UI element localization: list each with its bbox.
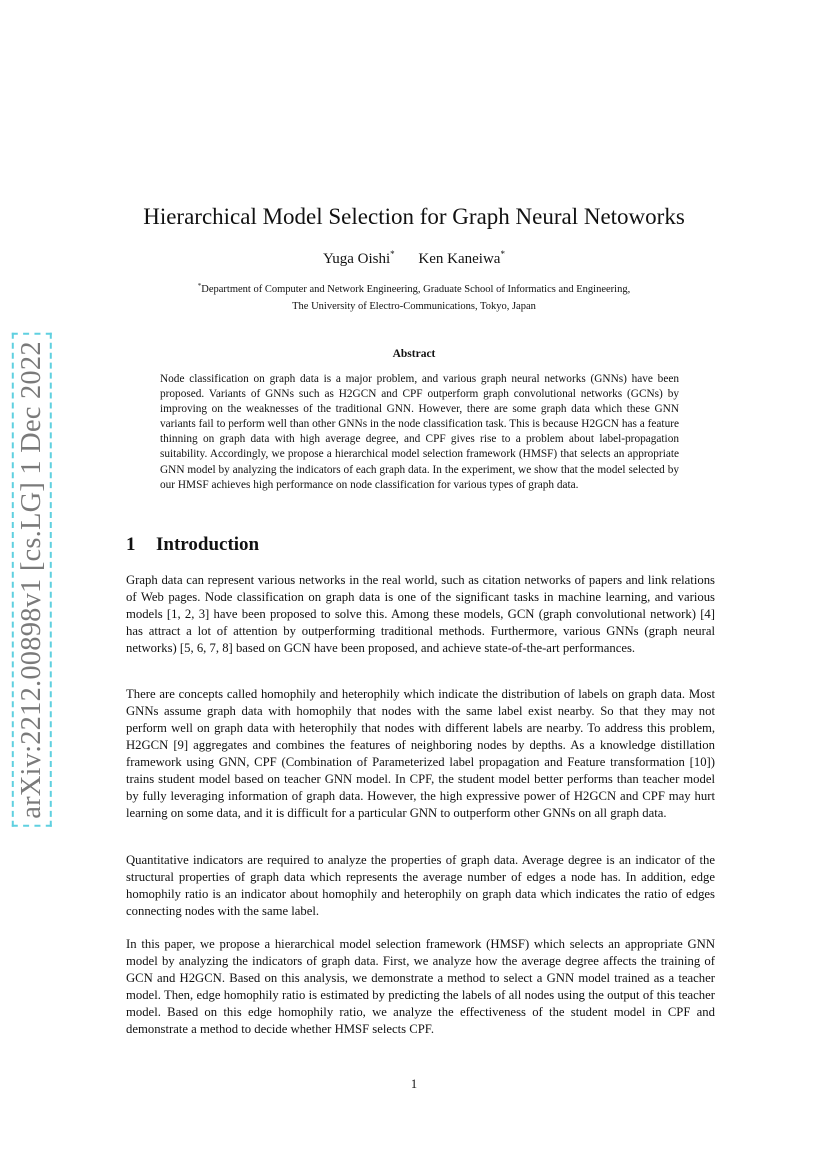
author-name: Ken Kaneiwa xyxy=(418,251,501,267)
abstract-heading: Abstract xyxy=(392,348,436,360)
paper-title: Hierarchical Model Selection for Graph Neural Netoworks xyxy=(143,204,685,229)
paragraph-1: Graph data can represent various networks in the real world, such as citation networks of papers and link relations of Web pages. Node classification on graph data is one of the significant tasks in machine learning, and various models [1, 2, 3] have been proposed to solve this. Among these models, GCN (graph convolutional network) [4] has attract a lot of attention by outperforming traditional methods. Furthermore, various GNNs (graph neural networks) [5, 6, 7, 8] based on GCN have been proposed, and achieve state-of-the-art performances. xyxy=(126,573,715,655)
abstract-body: Node classification on graph data is a major problem, and various graph neural networks (GNNs) have been proposed. Variants of GNNs such as H2GCN and CPF outperform graph convolutional networks (GCNs) by improving on the weaknesses of the traditional GNN. However, there are some graph data which these GNN variants fail to perform well than other GNNs in the node classification task. This is because H2GCN has a feature thinning on graph data with high average degree, and CPF gives rise to a problem about label-propagation suitability. Accordingly, we propose a hierarchical model selection framework (HMSF) that selects an appropriate GNN model by analyzing the indicators of each graph data. In the experiment, we show that the model selected by our HMSF achieves high performance on node classification for various types of graph data. xyxy=(160,373,679,491)
section-number: 1 xyxy=(126,534,136,555)
section-title: Introduction xyxy=(156,534,260,555)
arxiv-identifier: arXiv:2212.00898v1 [cs.LG] 1 Dec 2022 xyxy=(12,333,52,827)
affiliation-line-2: The University of Electro-Communications, Tokyo, Japan xyxy=(292,301,536,312)
affiliation-line-1 xyxy=(0,283,828,297)
affiliation-mark: * xyxy=(500,249,505,259)
affiliation-mark: * xyxy=(197,282,202,290)
paragraph-3: Quantitative indicators are required to analyze the properties of graph data. Average degree is an indicator of the structural properties of graph data which represents the average number of edges a node has. In addition, edge homophily ratio is an indicator about homophily and heterophily on graph data which indicates the ratio of edges connecting nodes with the same label. xyxy=(126,853,715,918)
affiliation-text: Department of Computer and Network Engineering, Graduate School of Informatics and Engineering, xyxy=(201,284,631,295)
author-name: Yuga Oishi xyxy=(323,251,391,267)
section-heading xyxy=(126,533,259,557)
arxiv-identifier-stamp xyxy=(8,340,56,820)
author-list xyxy=(0,249,828,269)
paragraph-4: In this paper, we propose a hierarchical model selection framework (HMSF) which selects an appropriate GNN model by analyzing the indicators of graph data. First, we analyze how the average degree affects the training of GCN and H2GCN. Based on this analysis, we demonstrate a method to select a GNN model trained as a teacher model. Then, edge homophily ratio is estimated by predicting the labels of all nodes using the output of this teacher model. Based on this edge homophily ratio, we analyze the effectiveness of the student model in CPF and demonstrate a method to decide whether HMSF selects CPF. xyxy=(126,937,715,1036)
author-1 xyxy=(323,251,395,267)
paragraph-2: There are concepts called homophily and heterophily which indicate the distribution of labels on graph data. Most GNNs assume graph data with homophily that nodes with the same label exist nearby. So that they may not perform well on graph data with heterophily that nodes with different labels are nearby. To address this problem, H2GCN [9] aggregates and combines the features of neighboring nodes by depths. As a knowledge distillation framework using GNN, CPF (Combination of Parameterized label propagation and Feature transformation [10]) trains student model based on teacher GNN model. In CPF, the student model better performs than teacher model by fully leveraging information of graph data. However, the high expressive power of H2GCN and CPF may hurt learning on some data, and it is difficult for a particular GNN to outperform other GNNs on all graph data. xyxy=(126,687,715,820)
author-2 xyxy=(418,251,505,267)
affiliation-mark: * xyxy=(390,249,395,259)
page-number: 1 xyxy=(410,1077,418,1091)
